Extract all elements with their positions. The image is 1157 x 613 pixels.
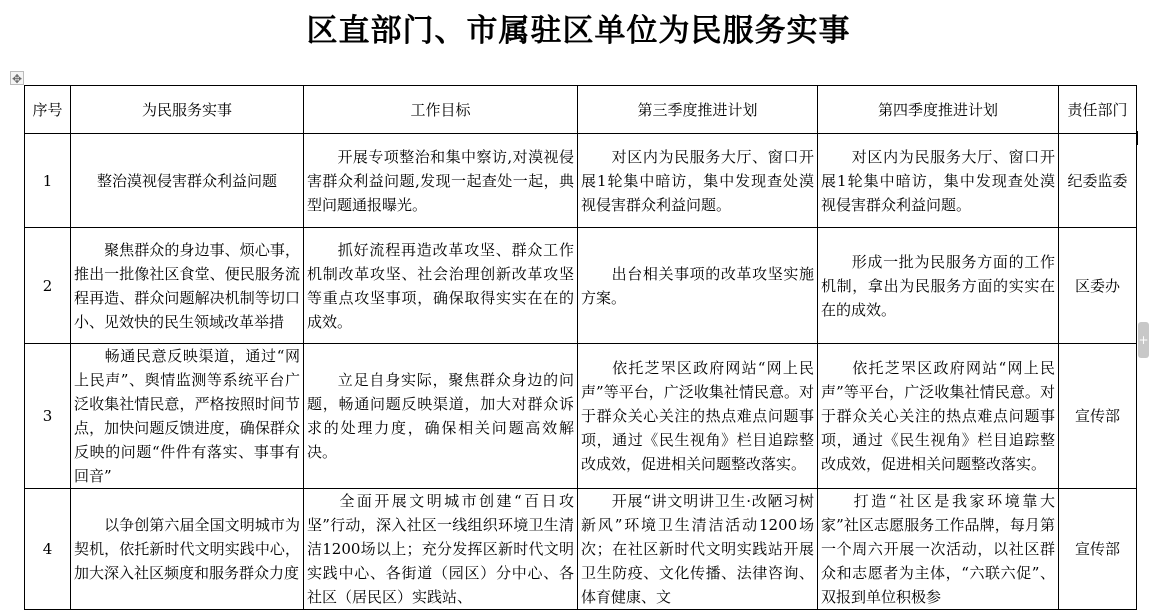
- header-q4: 第四季度推进计划: [818, 86, 1059, 134]
- row-q3: 开展“讲文明讲卫生·改陋习树新风”环境卫生清洁活动1200场次；在社区新时代文明实践站开展卫生防疫、文化传播、法律咨询、体育健康、文: [578, 489, 818, 610]
- table-row: [25, 228, 1137, 344]
- row-goal: 开展专项整治和集中察访,对漠视侵害群众利益问题,发现一起查处一起，典型问题通报曝光。: [304, 134, 578, 228]
- row-dept: 宣传部: [1059, 489, 1137, 610]
- row-item: 畅通民意反映渠道，通过“网上民声”、舆情监测等系统平台广泛收集社情民意，严格按照时间节点，加快问题反馈进度，确保群众反映的问题“件件有落实、事事有回音”: [71, 344, 304, 489]
- row-no: 1: [25, 134, 71, 228]
- row-q4: 对区内为民服务大厅、窗口开展1轮集中暗访，集中发现查处漠视侵害群众利益问题。: [818, 134, 1059, 228]
- row-dept: 区委办: [1059, 228, 1137, 344]
- table-move-handle-icon[interactable]: ✥: [11, 72, 23, 86]
- side-expand-handle[interactable]: +: [1138, 322, 1149, 358]
- row-q3: 依托芝罘区政府网站“网上民声”等平台，广泛收集社情民意。对于群众关心关注的热点难点问题事项，通过《民生视角》栏目追踪整改成效，促进相关问题整改落实。: [578, 344, 818, 489]
- row-dept: 纪委监委: [1059, 134, 1137, 228]
- table-header-row: [25, 86, 1137, 134]
- page-title: 区直部门、市属驻区单位为民服务实事: [306, 13, 851, 49]
- table-row: [25, 344, 1137, 489]
- header-q3: 第三季度推进计划: [578, 86, 818, 134]
- header-goal: 工作目标: [304, 86, 578, 134]
- service-table: [24, 85, 1137, 610]
- row-dept: 宣传部: [1059, 344, 1137, 489]
- row-item: 聚焦群众的身边事、烦心事，推出一批像社区食堂、便民服务流程再造、群众问题解决机制等切口小、见效快的民生领域改革举措: [71, 228, 304, 344]
- row-q3: 出台相关事项的改革攻坚实施方案。: [578, 228, 818, 344]
- table-row: [25, 134, 1137, 228]
- table-row: [25, 489, 1137, 610]
- row-goal: 抓好流程再造改革攻坚、群众工作机制改革攻坚、社会治理创新改革攻坚等重点攻坚事项，确保取得实实在在的成效。: [304, 228, 578, 344]
- row-item: 以争创第六届全国文明城市为契机，依托新时代文明实践中心，加大深入社区频度和服务群众力度: [71, 489, 304, 610]
- header-no: 序号: [25, 86, 71, 134]
- row-item: 整治漠视侵害群众利益问题: [71, 134, 304, 228]
- row-q4: 打造“社区是我家环境靠大家”社区志愿服务工作品牌，每月第一个周六开展一次活动，以社区群众和志愿者为主体，“六联六促”、双报到单位积极参: [818, 489, 1059, 610]
- row-no: 4: [25, 489, 71, 610]
- row-q3: 对区内为民服务大厅、窗口开展1轮集中暗访，集中发现查处漠视侵害群众利益问题。: [578, 134, 818, 228]
- header-item: 为民服务实事: [71, 86, 304, 134]
- header-dept: 责任部门: [1059, 86, 1137, 134]
- row-no: 3: [25, 344, 71, 489]
- row-q4: 依托芝罘区政府网站“网上民声”等平台，广泛收集社情民意。对于群众关心关注的热点难点问题事项，通过《民生视角》栏目追踪整改成效，促进相关问题整改落实。: [818, 344, 1059, 489]
- row-no: 2: [25, 228, 71, 344]
- row-goal: 全面开展文明城市创建“百日攻坚”行动，深入社区一线组织环境卫生清洁1200场以上；充分发挥区新时代文明实践中心、各街道（园区）分中心、各社区（居民区）实践站、: [304, 489, 578, 610]
- row-q4: 形成一批为民服务方面的工作机制，拿出为民服务方面的实实在在的成效。: [818, 228, 1059, 344]
- row-goal: 立足自身实际，聚焦群众身边的问题，畅通问题反映渠道，加大对群众诉求的处理力度，确保相关问题高效解决。: [304, 344, 578, 489]
